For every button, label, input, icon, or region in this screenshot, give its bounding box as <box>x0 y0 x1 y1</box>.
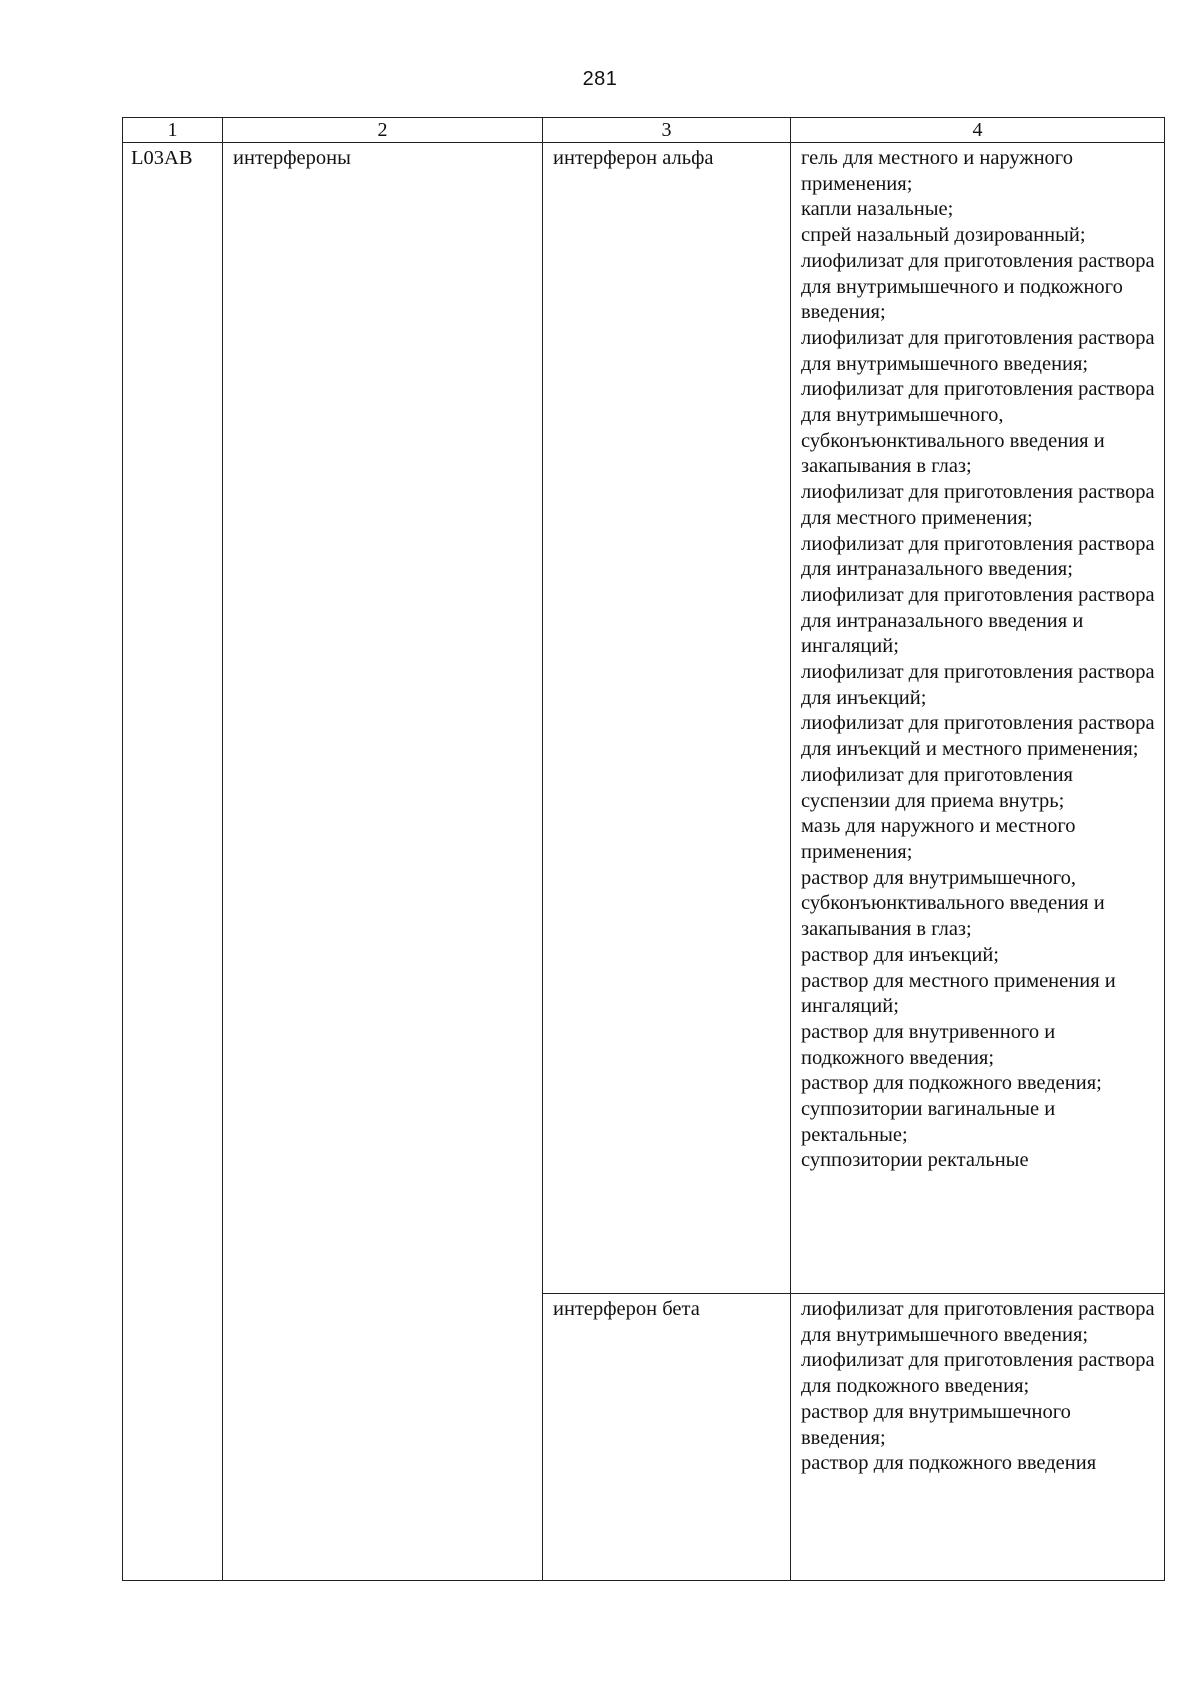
list-item: раствор для внутримышечного, субконъюнктивального введения и закапывания в глаз; <box>801 866 1105 941</box>
list-item: лиофилизат для приготовления раствора для внутримышечного введения; <box>801 1298 1155 1346</box>
group-cell <box>223 143 543 1581</box>
list-item: лиофилизат для приготовления раствора для местного применения; <box>801 481 1155 529</box>
pharmacological-group: интерфероны <box>233 147 351 169</box>
list-item: раствор для инъекций; <box>801 943 999 966</box>
list-item: раствор для внутривенного и подкожного введения; <box>801 1020 1056 1069</box>
list-item: раствор для внутримышечного введения; <box>801 1400 1071 1449</box>
list-item: капли назальные; <box>801 198 954 221</box>
list-item: лиофилизат для приготовления раствора для подкожного введения; <box>801 1349 1155 1398</box>
substance-cell <box>543 1294 791 1581</box>
table-header <box>123 118 1165 143</box>
list-item: лиофилизат для приготовления раствора для внутримышечного и подкожного введения; <box>801 249 1155 324</box>
substance-name: интерферон альфа <box>553 147 714 169</box>
dosage-forms-cell <box>791 1294 1165 1581</box>
list-item: лиофилизат для приготовления суспензии для приема внутрь; <box>801 763 1073 812</box>
list-item: спрей назальный дозированный; <box>801 224 1086 247</box>
list-item: раствор для местного применения и ингаляций; <box>801 969 1116 1018</box>
list-item: гель для местного и наружного применения; <box>801 147 1073 195</box>
medication-table <box>122 117 1165 1581</box>
table-body <box>123 143 1165 1581</box>
header-col-1: 1 <box>123 118 223 143</box>
dosage-forms-list <box>791 143 1164 1180</box>
list-item: лиофилизат для приготовления раствора для инъекций и местного применения; <box>801 712 1155 761</box>
table-row <box>123 143 1165 1294</box>
header-col-3: 3 <box>543 118 791 143</box>
list-item: лиофилизат для приготовления раствора для инъекций; <box>801 661 1155 709</box>
list-item: суппозитории вагинальные и ректальные; <box>801 1098 1056 1146</box>
dosage-forms-cell <box>791 143 1165 1294</box>
dosage-forms-list <box>791 1294 1164 1483</box>
list-item: лиофилизат для приготовления раствора для внутримышечного, субконъюнктивального введения и закапывания в глаз; <box>801 378 1155 478</box>
list-item: раствор для подкожного введения; <box>801 1072 1102 1095</box>
header-row <box>123 118 1165 143</box>
header-col-2: 2 <box>223 118 543 143</box>
atc-code-cell <box>123 143 223 1581</box>
list-item: лиофилизат для приготовления раствора для интраназального введения и ингаляций; <box>801 583 1155 658</box>
substance-name: интерферон бета <box>553 1298 700 1320</box>
list-item: лиофилизат для приготовления раствора для внутримышечного введения; <box>801 326 1155 375</box>
list-item: мазь для наружного и местного применения; <box>801 815 1076 863</box>
substance-cell <box>543 143 791 1294</box>
page-number: 281 <box>582 68 618 90</box>
list-item: лиофилизат для приготовления раствора для интраназального введения; <box>801 532 1155 581</box>
header-col-4: 4 <box>791 118 1165 143</box>
list-item: раствор для подкожного введения <box>801 1452 1097 1475</box>
atc-code: L03AB <box>131 147 193 169</box>
list-item: суппозитории ректальные <box>801 1149 1029 1172</box>
